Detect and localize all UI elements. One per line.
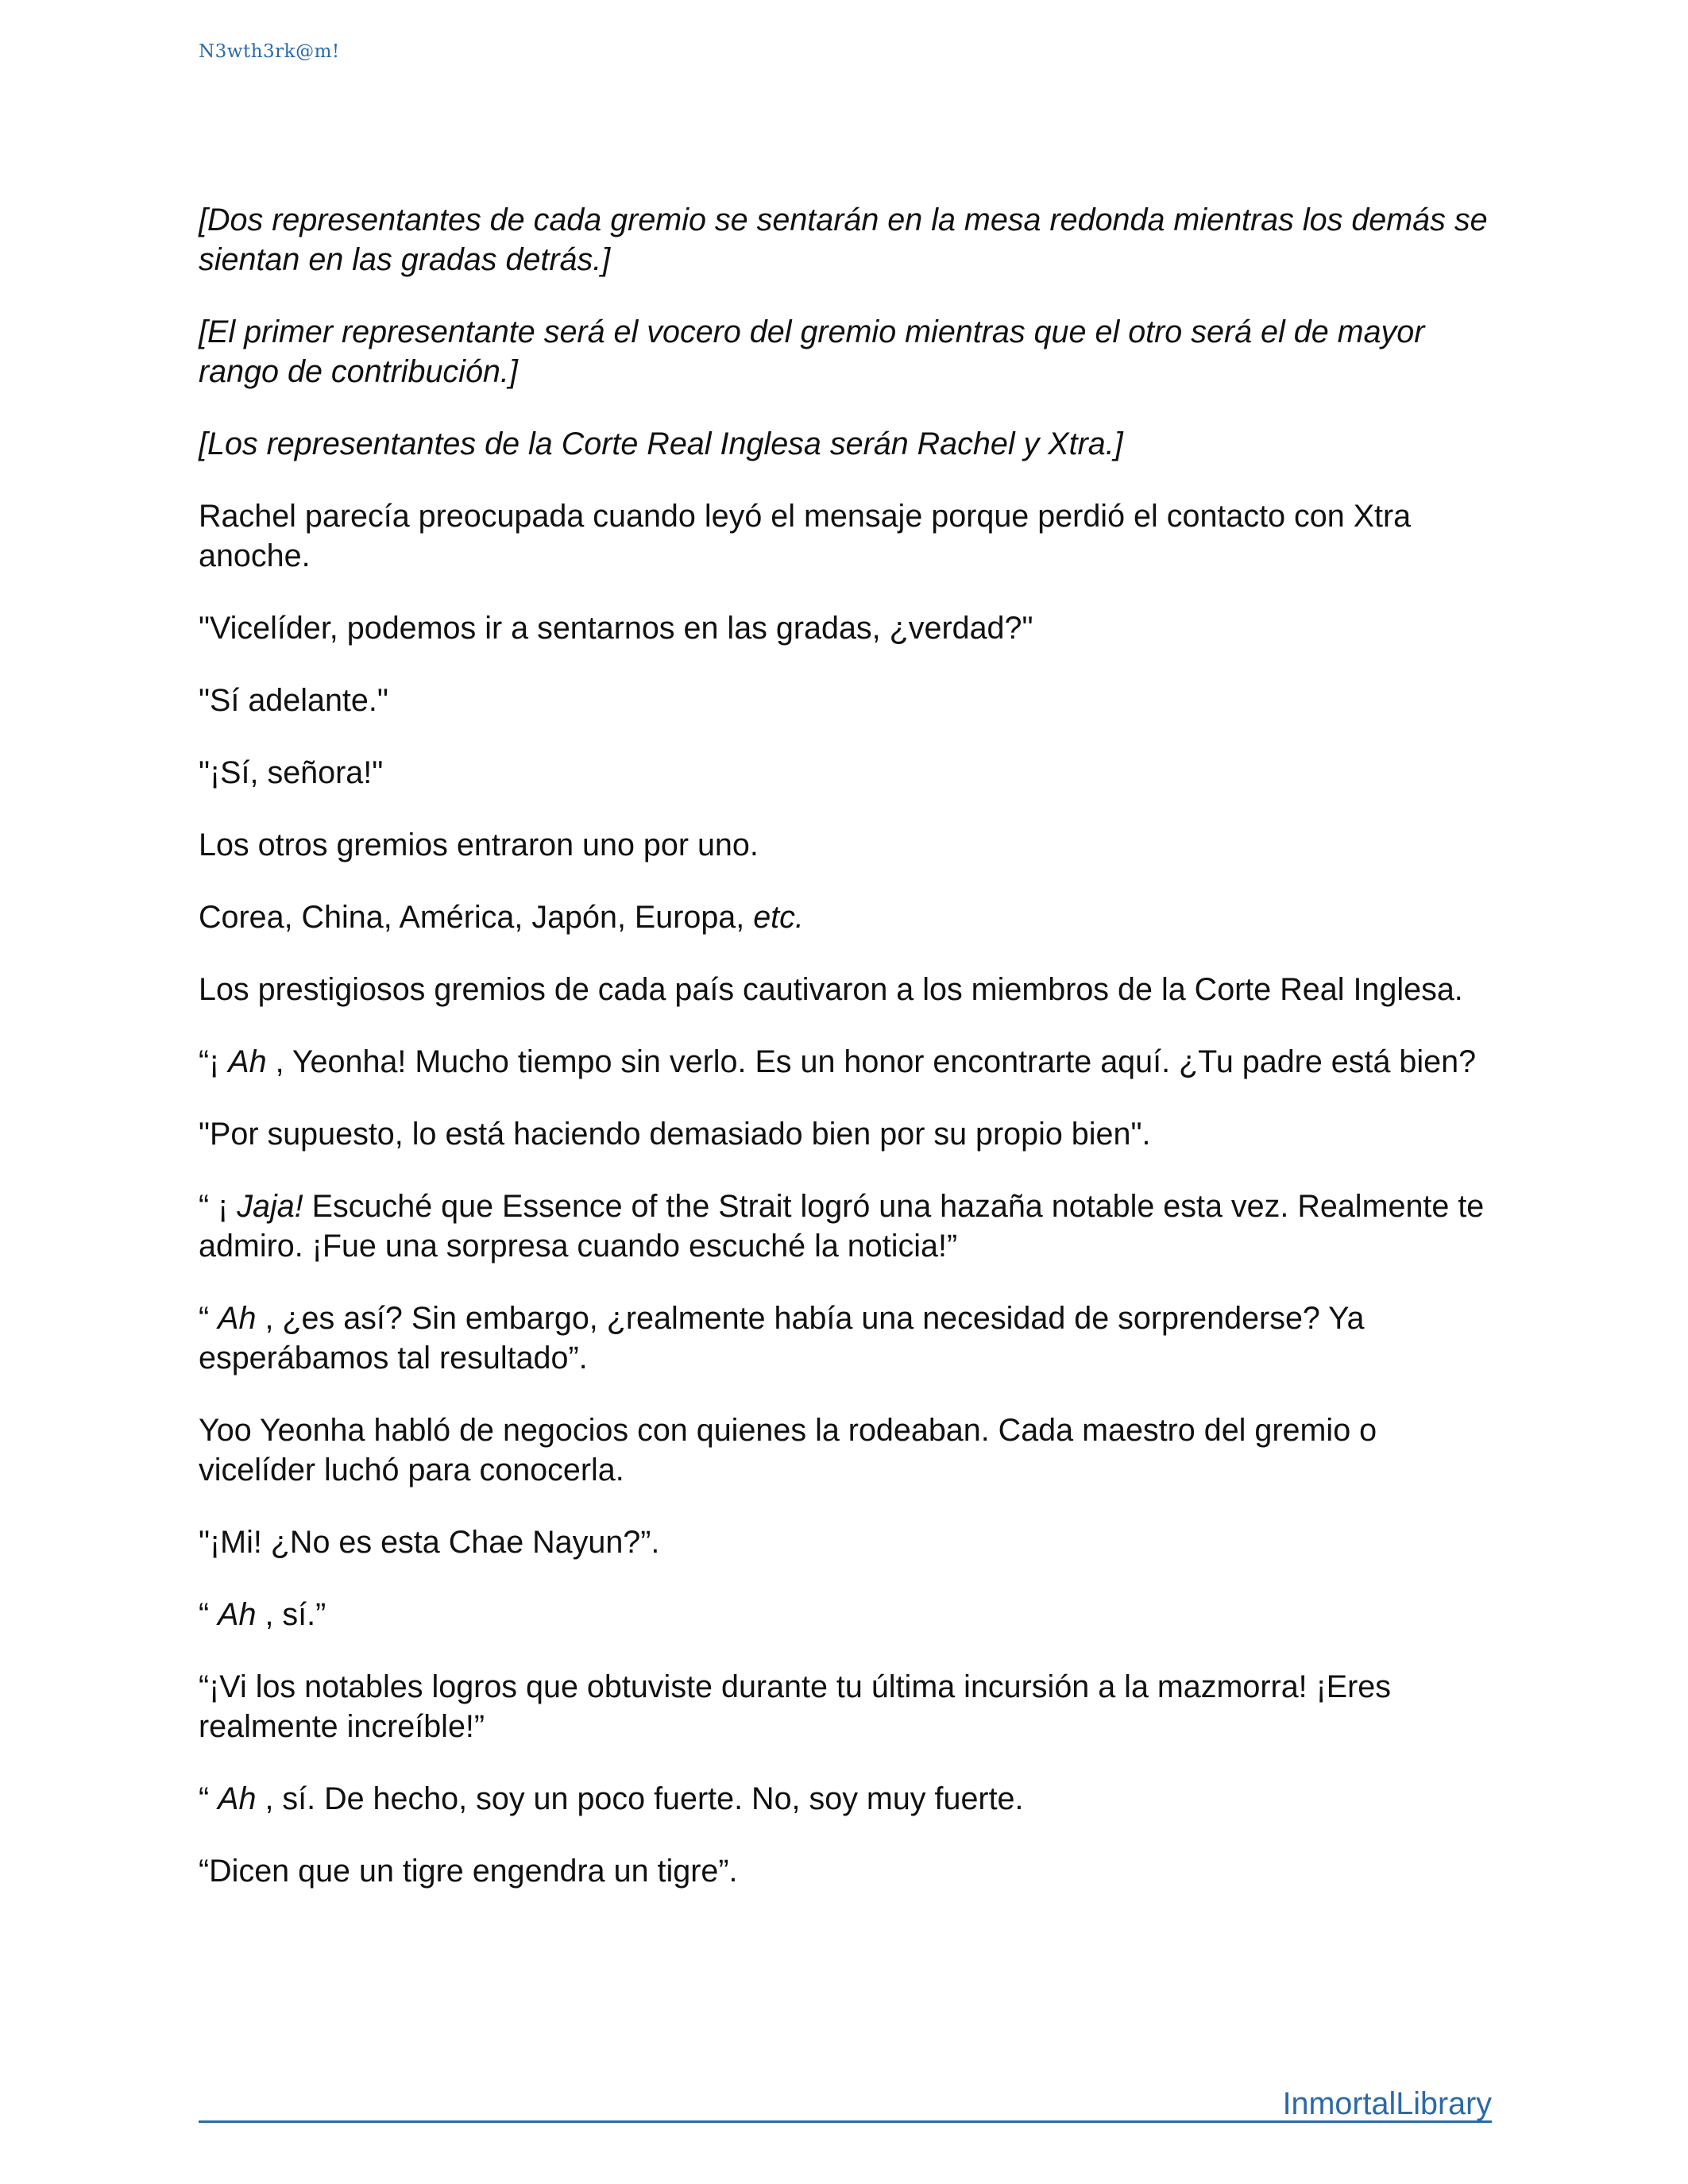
- paragraph-text: , ¿es así? Sin embargo, ¿realmente había una necesidad de sorprenderse? Ya esperábamos tal resultado”.: [199, 1301, 1365, 1376]
- dialogue-paragraph: "Vicelíder, podemos ir a sentarnos en las gradas, ¿verdad?": [199, 611, 1033, 646]
- footer-library-link[interactable]: InmortalLibrary: [1282, 2086, 1492, 2121]
- dialogue-paragraph: "¡Mi! ¿No es esta Chae Nayun?”.: [199, 1525, 660, 1560]
- paragraph-text: “: [199, 1301, 218, 1336]
- italic-text: Ah: [218, 1781, 257, 1816]
- paragraph-text: , Yeonha! Mucho tiempo sin verlo. Es un honor encontrarte aquí. ¿Tu padre está bien?: [266, 1044, 1477, 1079]
- italic-text: Ah: [218, 1597, 257, 1632]
- italic-text: etc.: [753, 900, 804, 935]
- system-message-paragraph: [Los representantes de la Corte Real Inglesa serán Rachel y Xtra.]: [199, 426, 1123, 461]
- paragraph-text: “ ¡: [199, 1189, 238, 1224]
- dialogue-paragraph: "Sí adelante.": [199, 683, 388, 718]
- dialogue-paragraph: [199, 1779, 1493, 1819]
- footer-rule: [199, 2079, 1492, 2123]
- paragraph-text: “¡: [199, 1044, 229, 1079]
- dialogue-paragraph: [199, 1187, 1493, 1266]
- dialogue-paragraph: [199, 1595, 1493, 1634]
- paragraph-text: “: [199, 1597, 218, 1632]
- paragraph-text: Corea, China, América, Japón, Europa,: [199, 900, 754, 935]
- italic-text: Jaja!: [237, 1189, 303, 1224]
- dialogue-paragraph: [199, 1042, 1493, 1082]
- system-message-paragraph: [El primer representante será el vocero del gremio mientras que el otro será el de mayor rango de contribución.]: [199, 314, 1425, 389]
- dialogue-paragraph: "¡Sí, señora!": [199, 755, 384, 790]
- document-body: [199, 200, 1493, 1924]
- dialogue-paragraph: [199, 1298, 1493, 1378]
- italic-text: Ah: [228, 1044, 267, 1079]
- paragraph-text: , sí. De hecho, soy un poco fuerte. No, soy muy fuerte.: [256, 1781, 1024, 1816]
- system-message-paragraph: [Dos representantes de cada gremio se sentarán en la mesa redonda mientras los demás se sientan en las gradas detrás.]: [199, 203, 1488, 277]
- paragraph-text: , sí.”: [256, 1597, 326, 1632]
- dialogue-paragraph: "Por supuesto, lo está haciendo demasiado bien por su propio bien".: [199, 1117, 1151, 1152]
- narration-paragraph: Los otros gremios entraron uno por uno.: [199, 828, 759, 862]
- dialogue-paragraph: “Dicen que un tigre engendra un tigre”.: [199, 1854, 738, 1889]
- paragraph-text: “: [199, 1781, 218, 1816]
- narration-paragraph: Rachel parecía preocupada cuando leyó el mensaje porque perdió el contacto con Xtra anoche.: [199, 499, 1412, 573]
- italic-text: Ah: [218, 1301, 257, 1336]
- narration-paragraph: [199, 897, 1493, 937]
- narration-paragraph: Yoo Yeonha habló de negocios con quienes la rodeaban. Cada maestro del gremio o vicelíder luchó para conocerla.: [199, 1413, 1377, 1488]
- narration-paragraph: Los prestigiosos gremios de cada país cautivaron a los miembros de la Corte Real Inglesa.: [199, 972, 1463, 1007]
- header-watermark: N3wth3rk@m!: [199, 41, 340, 62]
- dialogue-paragraph: “¡Vi los notables logros que obtuviste durante tu última incursión a la mazmorra! ¡Eres realmente increíble!”: [199, 1669, 1391, 1744]
- paragraph-text: Escuché que Essence of the Strait logró una hazaña notable esta vez. Realmente te admiro. ¡Fue una sorpresa cuando escuché la noticia!”: [199, 1189, 1485, 1264]
